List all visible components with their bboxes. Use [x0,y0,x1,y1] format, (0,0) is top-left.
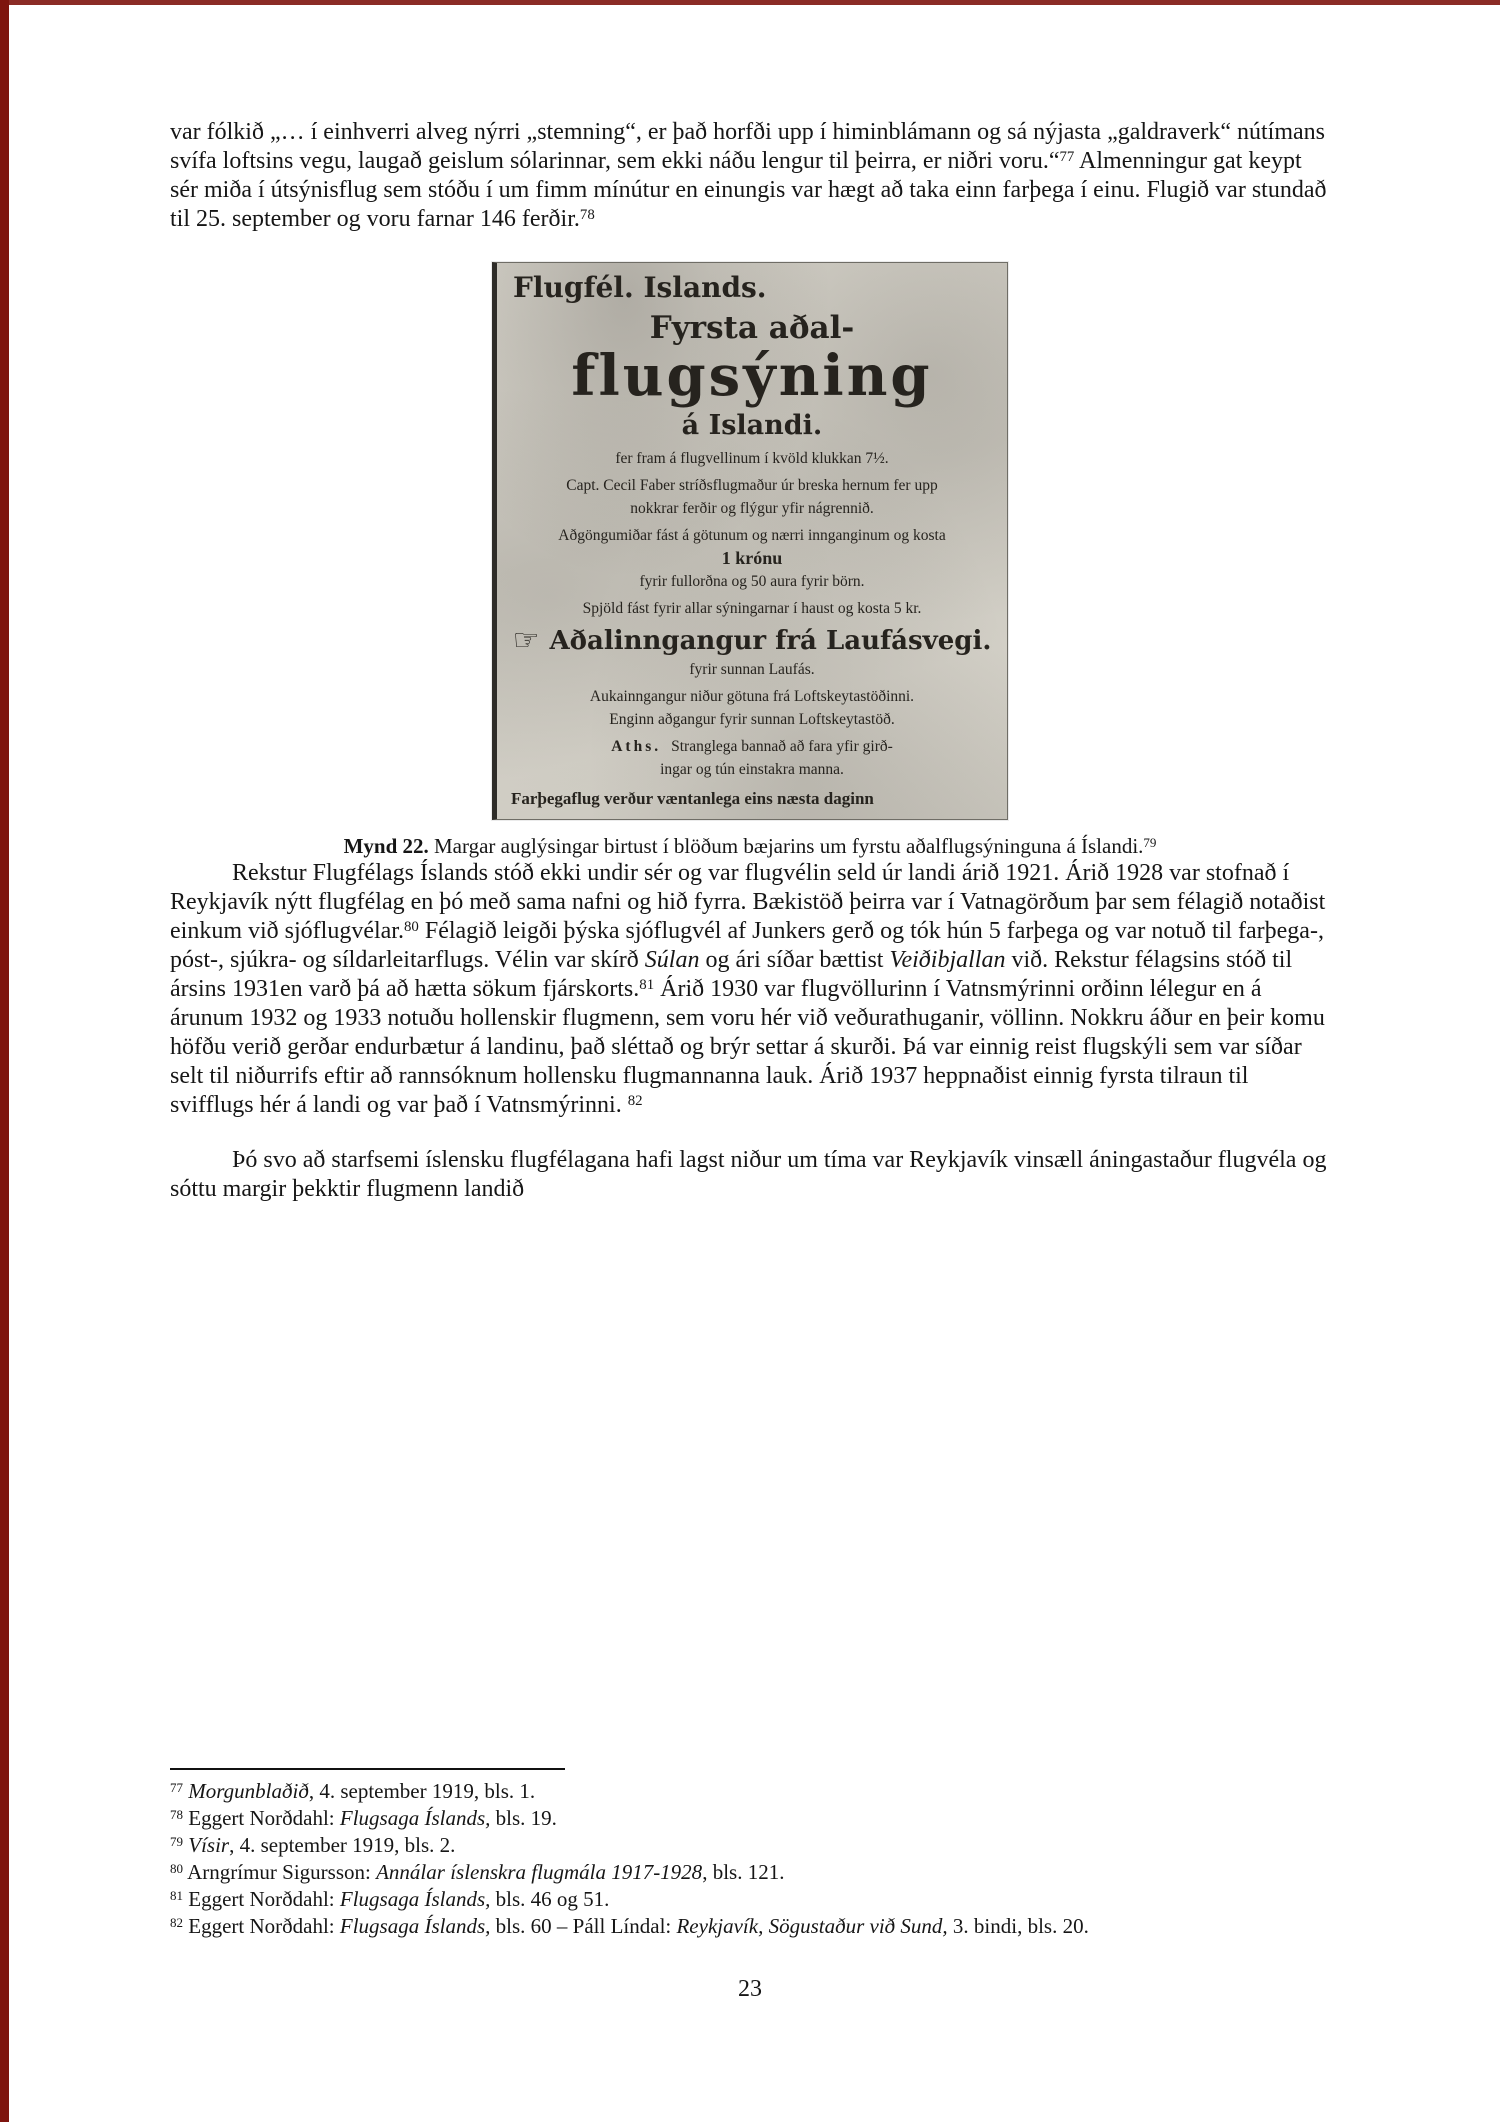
advert-figure [170,262,1330,859]
advert-heading-small: Fyrsta aðal- [649,310,855,346]
advert-line-price-detail: fyrir fullorðna og 50 aura fyrir börn. [639,573,865,590]
advert-notice-text-1: Stranglega bannað að fara yfir girð- [671,738,893,755]
advert-line-pilot-1: Capt. Cecil Faber stríðsflugmaður úr breska hernum fer upp [566,477,938,494]
footnote-81: $^{81}$ Eggert Norðdahl: Flugsaga Íslands, bls. 46 og 51. [170,1887,610,1911]
footnote-80: $^{80}$ Arngrímur Sigursson: Annálar íslenskra flugmála 1917-1928, bls. 121. [170,1860,785,1884]
advert-line-cards: Spjöld fást fyrir allar sýningarnar í haust og kosta 5 kr. [582,600,922,617]
advert-heading-large: flugsýning [571,343,933,409]
footnote-82: $^{82}$ Eggert Norðdahl: Flugsaga Íslands, bls. 60 – Páll Líndal: Reykjavík, Sögustaður við Sund, 3. bindi, bls. 20. [170,1914,1089,1938]
paragraph-3: Þó svo að starfsemi íslensku flugfélagana hafi lagst niður um tíma var Reykjavík vinsæll áningastaður flugvéla og sóttu margir þekktir flugmenn landið [170,1147,1327,1202]
advert-entrance-sub: fyrir sunnan Laufás. [689,661,815,678]
paragraph-2: Rekstur Flugfélags Íslands stóð ekki undir sér og var flugvélin seld úr landi árið 1921. Árið 1928 var stofnað í Reykjavík nýtt flugfélag en þó með sama nafni og hið fyrra. Bækistöð þeirra var í Vatnagörðum þar sem félagið notaðist einkum við sjóflugvélar.$^{80}$ Félagið leigði þýska sjóflugvél af Junkers gerð og tók hún 5 farþega og var notuð til farþega-, póst-, sjúkra- og síldarleitarflugs. Vélin var skírð Súlan og ári síðar bættist Veiðibjallan við. Rekstur félagsins stóð til ársins 1931en varð þá að hætta sökum fjárskorts.$^{81}$ Árið 1930 var flugvöllurinn í Vatnsmýrinni orðinn lélegur en á árunum 1932 og 1933 notuðu hollenskir flugmenn, sem voru hér við veðurathuganir, völlinn. Nokkru áður en þeir komu höfðu verið gerðar endurbætur á landinu, það sléttað og brýr settar á skurði. Þá var einnig reist flugskýli sem var síðar selt til niðurrifs eftir að rannsóknum hollensku flugmannanna lauk. Árið 1937 heppnaðist einnig fyrsta tilraun til svifflugs hér á landi og var það í Vatnsmýrinni. $^{82}$ [170,860,1326,1118]
scan-edge-artifact-left [0,0,9,2122]
advert-entrance-alt: Aukainngangur niður götuna frá Loftskeytastöðinni. [589,688,915,705]
advert-entrance-main [509,623,995,658]
advert-notice-line-2: ingar og tún einstakra manna. [660,761,844,778]
footnotes-section [170,1768,1220,1940]
footnote-79: $^{79}$ Vísir, 4. september 1919, bls. 2. [170,1833,456,1857]
advert-entrance-note: Enginn aðgangur fyrir sunnan Loftskeytastöð. [609,711,895,728]
advert-heading-sub: á Islandi. [681,410,823,441]
advert-line-tickets: Aðgöngumiðar fást á götunum og nærri innganginum og kosta [558,527,946,544]
footnote-separator [170,1768,565,1770]
footnote-78: $^{78}$ Eggert Norðdahl: Flugsaga Íslands, bls. 19. [170,1806,557,1830]
pointing-hand-icon: ☞ [512,623,540,658]
figure-caption: Mynd 22. Margar auglýsingar birtust í blöðum bæjarins um fyrstu aðalflugsýninguna á Íslandi.$^{79}$ [343,834,1157,858]
scan-edge-artifact-top [0,0,1500,5]
paragraph-1: var fólkið „… í einhverri alveg nýrri „stemning“, er það horfði upp í himinblámann og sá nýjasta „galdraverk“ nútímans svífa loftsins vegu, laugað geislum sólarinnar, sem ekki náðu lengur til þeirra, er niðri voru.“$^{77}$ Almenningur gat keypt sér miða í útsýnisflug sem stóðu í um fimm mínútur en einungis var hægt að taka einn farþega í einu. Flugið var stundað til 25. september og voru farnar 146 ferðir.$^{78}$ [170,119,1327,232]
advert-scan [492,262,1008,820]
footnote-77: $^{77}$ Morgunblaðið, 4. september 1919, bls. 1. [170,1779,536,1803]
advert-entrance-main-text: Aðalinngangur frá Laufásvegi. [549,626,992,656]
advert-footer: Farþegaflug verður væntanlega eins næsta daginn [511,789,874,808]
advert-notice-label: Aths. [611,738,662,755]
advert-masthead: Flugfél. Islands. [513,271,767,304]
advert-line-time: fer fram á flugvellinum í kvöld klukkan 7½. [615,450,889,467]
advert-line-pilot-2: nokkrar ferðir og flýgur yfir nágrennið. [630,500,874,517]
advert-notice-line-1 [509,737,995,756]
advert-price: 1 krónu [721,548,783,568]
page-number: 23 [738,1976,762,2002]
